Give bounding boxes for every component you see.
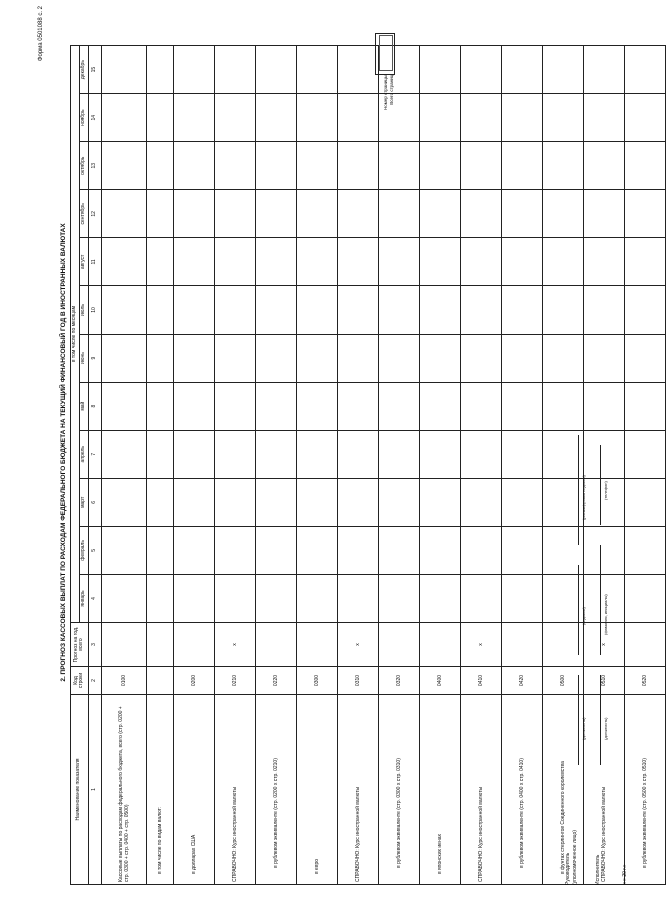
row-code: 0500 xyxy=(542,667,583,695)
month-cell[interactable] xyxy=(146,286,173,334)
month-cell[interactable] xyxy=(296,382,337,430)
page-number-box[interactable] xyxy=(375,33,395,75)
month-cell[interactable] xyxy=(501,478,542,526)
month-cell[interactable] xyxy=(624,142,665,190)
month-cell[interactable] xyxy=(542,574,583,622)
month-cell[interactable] xyxy=(214,142,255,190)
row-name: в рублевом эквиваленте (стр. 0500 х стр. 0510) xyxy=(624,695,665,885)
executor-fio-caption: (фамилия, инициалы) xyxy=(603,594,608,635)
row-name: Кассовые выплаты по расходам федерального бюджета, всего (стр. 0200 + стр. 0300 + стр. 0400 + стр. 0500) xyxy=(101,695,146,885)
row-code: 0100 xyxy=(101,667,146,695)
month-cell[interactable] xyxy=(419,286,460,334)
month-cell[interactable] xyxy=(214,286,255,334)
column-number: 10 xyxy=(88,286,101,334)
month-cell[interactable] xyxy=(337,574,378,622)
month-cell[interactable] xyxy=(296,334,337,382)
month-cell[interactable] xyxy=(296,478,337,526)
month-cell[interactable] xyxy=(214,382,255,430)
month-cell[interactable] xyxy=(255,190,296,238)
row-name: в фунтах стерлингов Соединенного королевства xyxy=(542,695,583,885)
column-number: 3 xyxy=(88,623,101,667)
month-cell[interactable] xyxy=(501,334,542,382)
month-cell[interactable] xyxy=(542,94,583,142)
month-cell[interactable] xyxy=(255,334,296,382)
forecast-cell[interactable]: х xyxy=(337,623,378,667)
header-month: июль xyxy=(79,286,88,334)
month-cell[interactable] xyxy=(337,478,378,526)
month-cell[interactable] xyxy=(214,430,255,478)
month-cell[interactable] xyxy=(337,238,378,286)
month-cell[interactable] xyxy=(542,286,583,334)
forecast-cell[interactable]: х xyxy=(583,623,624,667)
executor-phone-caption: (телефон) xyxy=(603,481,608,500)
month-cell[interactable] xyxy=(101,526,146,574)
month-cell[interactable] xyxy=(173,382,214,430)
column-number: 13 xyxy=(88,142,101,190)
month-cell[interactable] xyxy=(460,574,501,622)
month-cell[interactable] xyxy=(419,478,460,526)
month-cell[interactable] xyxy=(460,382,501,430)
month-cell[interactable] xyxy=(146,46,173,94)
month-cell[interactable] xyxy=(624,94,665,142)
month-cell[interactable] xyxy=(101,46,146,94)
month-cell[interactable] xyxy=(255,238,296,286)
column-number: 4 xyxy=(88,574,101,622)
table-row xyxy=(101,46,146,885)
row-name: в рублевом эквиваленте (стр. 0200 х стр. 0210) xyxy=(255,695,296,885)
month-cell[interactable] xyxy=(460,430,501,478)
month-cell[interactable] xyxy=(583,190,624,238)
month-cell[interactable] xyxy=(173,94,214,142)
head-decoding-line[interactable] xyxy=(578,435,579,545)
month-cell[interactable] xyxy=(255,46,296,94)
month-cell[interactable] xyxy=(173,142,214,190)
table-row xyxy=(296,46,337,885)
month-cell[interactable] xyxy=(624,526,665,574)
month-cell[interactable] xyxy=(501,382,542,430)
month-cell[interactable] xyxy=(337,142,378,190)
executor-position-caption: (должность) xyxy=(603,717,608,740)
month-cell[interactable] xyxy=(378,286,419,334)
month-cell[interactable] xyxy=(378,190,419,238)
row-code: 0400 xyxy=(419,667,460,695)
page-labels xyxy=(383,75,394,110)
month-cell[interactable] xyxy=(173,190,214,238)
row-code: 0320 xyxy=(378,667,419,695)
head-decoding-caption: (расшифровка подписи) xyxy=(581,475,586,520)
month-cell[interactable] xyxy=(419,382,460,430)
head-position-caption: (должность) xyxy=(581,717,586,740)
month-cell[interactable] xyxy=(378,334,419,382)
month-cell[interactable] xyxy=(419,430,460,478)
month-cell[interactable] xyxy=(296,526,337,574)
month-cell[interactable] xyxy=(173,430,214,478)
header-name: Наименование показателя xyxy=(71,695,89,885)
month-cell[interactable] xyxy=(542,190,583,238)
row-name: СПРАВОЧНО: Курс иностранной валюты xyxy=(214,695,255,885)
month-cell[interactable] xyxy=(296,286,337,334)
month-cell[interactable] xyxy=(337,286,378,334)
month-cell[interactable] xyxy=(173,574,214,622)
month-cell[interactable] xyxy=(542,430,583,478)
row-code xyxy=(146,667,173,695)
month-cell[interactable] xyxy=(337,46,378,94)
month-cell[interactable] xyxy=(624,46,665,94)
month-cell[interactable] xyxy=(583,334,624,382)
month-cell[interactable] xyxy=(378,430,419,478)
row-code: 0200 xyxy=(173,667,214,695)
month-cell[interactable] xyxy=(337,190,378,238)
month-cell[interactable] xyxy=(583,46,624,94)
month-cell[interactable] xyxy=(255,478,296,526)
month-cell[interactable] xyxy=(214,46,255,94)
month-cell[interactable] xyxy=(419,574,460,622)
month-cell[interactable] xyxy=(337,334,378,382)
table-row xyxy=(501,46,542,885)
month-cell[interactable] xyxy=(173,238,214,286)
month-cell[interactable] xyxy=(419,334,460,382)
month-cell[interactable] xyxy=(173,286,214,334)
month-cell[interactable] xyxy=(460,478,501,526)
month-cell[interactable] xyxy=(583,526,624,574)
month-cell[interactable] xyxy=(583,286,624,334)
month-cell[interactable] xyxy=(542,238,583,286)
table-row xyxy=(378,46,419,885)
month-cell[interactable] xyxy=(583,238,624,286)
row-name: в рублевом эквиваленте (стр. 0400 х стр. 0410) xyxy=(501,695,542,885)
column-number: 1 xyxy=(88,695,101,885)
column-number: 7 xyxy=(88,430,101,478)
month-cell[interactable] xyxy=(501,142,542,190)
forecast-cell[interactable] xyxy=(378,623,419,667)
header-month: февраль xyxy=(79,526,88,574)
month-cell[interactable] xyxy=(378,574,419,622)
total-pages-label: Всего страниц xyxy=(388,74,394,105)
month-cell[interactable] xyxy=(501,190,542,238)
month-cell[interactable] xyxy=(460,526,501,574)
month-cell[interactable] xyxy=(460,142,501,190)
month-cell[interactable] xyxy=(378,238,419,286)
header-forecast: Прогноз на год, всего xyxy=(71,623,89,667)
row-code: 0410 xyxy=(460,667,501,695)
month-cell[interactable] xyxy=(624,286,665,334)
row-name: в том числе по видам валют: xyxy=(146,695,173,885)
month-cell[interactable] xyxy=(101,94,146,142)
month-cell[interactable] xyxy=(460,286,501,334)
head-signature-line[interactable] xyxy=(578,565,579,655)
head-sublabel: (уполномоченное лицо) xyxy=(572,830,578,885)
month-cell[interactable] xyxy=(146,238,173,286)
month-cell[interactable] xyxy=(624,190,665,238)
month-cell[interactable] xyxy=(419,238,460,286)
row-code: 0300 xyxy=(296,667,337,695)
month-cell[interactable] xyxy=(255,430,296,478)
forecast-cell[interactable] xyxy=(255,623,296,667)
forecast-cell[interactable] xyxy=(296,623,337,667)
month-cell[interactable] xyxy=(337,94,378,142)
month-cell[interactable] xyxy=(337,526,378,574)
month-cell[interactable] xyxy=(101,238,146,286)
month-cell[interactable] xyxy=(101,430,146,478)
header-month: октябрь xyxy=(79,142,88,190)
month-cell[interactable] xyxy=(583,382,624,430)
column-number: 14 xyxy=(88,94,101,142)
page-number-field[interactable] xyxy=(379,35,393,71)
row-name: в рублевом эквиваленте (стр. 0300 х стр. 0310) xyxy=(378,695,419,885)
column-number: 5 xyxy=(88,526,101,574)
row-code: 0510 xyxy=(583,667,624,695)
header-month: август xyxy=(79,238,88,286)
month-cell[interactable] xyxy=(296,574,337,622)
month-cell[interactable] xyxy=(378,478,419,526)
month-cell[interactable] xyxy=(255,94,296,142)
row-name: в долларах США xyxy=(173,695,214,885)
column-number: 9 xyxy=(88,334,101,382)
executor-phone-line[interactable] xyxy=(600,445,601,525)
month-cell[interactable] xyxy=(624,238,665,286)
forecast-cell[interactable]: х xyxy=(214,623,255,667)
forecast-cell[interactable] xyxy=(419,623,460,667)
table-row xyxy=(255,46,296,885)
executor-fio-line[interactable] xyxy=(600,545,601,655)
month-cell[interactable] xyxy=(255,286,296,334)
month-cell[interactable] xyxy=(378,526,419,574)
month-cell[interactable] xyxy=(583,430,624,478)
month-cell[interactable] xyxy=(255,526,296,574)
month-cell[interactable] xyxy=(419,526,460,574)
month-cell[interactable] xyxy=(173,478,214,526)
month-cell[interactable] xyxy=(460,334,501,382)
table-row xyxy=(542,46,583,885)
month-cell[interactable] xyxy=(146,526,173,574)
table-row xyxy=(624,46,665,885)
table-row xyxy=(146,46,173,885)
month-cell[interactable] xyxy=(214,574,255,622)
header-month: сентябрь xyxy=(79,190,88,238)
month-cell[interactable] xyxy=(146,574,173,622)
page-number-label: Номер страницы xyxy=(383,74,388,110)
month-cell[interactable] xyxy=(624,430,665,478)
header-month: апрель xyxy=(79,430,88,478)
month-cell[interactable] xyxy=(542,478,583,526)
month-cell[interactable] xyxy=(296,430,337,478)
month-cell[interactable] xyxy=(101,286,146,334)
table-row xyxy=(173,46,214,885)
column-number: 6 xyxy=(88,478,101,526)
month-cell[interactable] xyxy=(624,478,665,526)
forecast-cell[interactable] xyxy=(173,623,214,667)
month-cell[interactable] xyxy=(542,526,583,574)
header-month: декабрь xyxy=(79,46,88,94)
forecast-table xyxy=(70,45,666,885)
column-number: 8 xyxy=(88,382,101,430)
month-cell[interactable] xyxy=(146,190,173,238)
column-number: 15 xyxy=(88,46,101,94)
table-title: 2. ПРОГНОЗ КАССОВЫХ ВЫПЛАТ ПО РАСХОДАМ ФЕДЕРАЛЬНОГО БЮДЖЕТА НА ТЕКУЩИЙ ФИНАНСОВЫЙ ГОД В ИНОСТРАННЫХ ВАЛЮТАХ xyxy=(60,223,67,682)
month-cell[interactable] xyxy=(460,46,501,94)
month-cell[interactable] xyxy=(146,430,173,478)
month-cell[interactable] xyxy=(214,526,255,574)
month-cell[interactable] xyxy=(460,190,501,238)
month-cell[interactable] xyxy=(501,526,542,574)
table-row xyxy=(583,46,624,885)
month-cell[interactable] xyxy=(146,142,173,190)
month-cell[interactable] xyxy=(583,142,624,190)
month-cell[interactable] xyxy=(296,190,337,238)
forecast-cell[interactable] xyxy=(542,623,583,667)
row-code: 0420 xyxy=(501,667,542,695)
month-cell[interactable] xyxy=(173,526,214,574)
row-code: 0520 xyxy=(624,667,665,695)
month-cell[interactable] xyxy=(146,334,173,382)
month-cell[interactable] xyxy=(173,46,214,94)
header-month: май xyxy=(79,382,88,430)
row-code: 0220 xyxy=(255,667,296,695)
month-cell[interactable] xyxy=(624,334,665,382)
header-month: ноябрь xyxy=(79,94,88,142)
month-cell[interactable] xyxy=(337,430,378,478)
month-cell[interactable] xyxy=(296,46,337,94)
month-cell[interactable] xyxy=(542,382,583,430)
month-cell[interactable] xyxy=(146,478,173,526)
month-cell[interactable] xyxy=(542,334,583,382)
month-cell[interactable] xyxy=(542,46,583,94)
month-cell[interactable] xyxy=(419,142,460,190)
month-cell[interactable] xyxy=(296,94,337,142)
month-cell[interactable] xyxy=(214,478,255,526)
header-month: январь xyxy=(79,574,88,622)
executor-label: Исполнитель xyxy=(595,854,601,885)
month-cell[interactable] xyxy=(378,382,419,430)
row-name: в японских иенах xyxy=(419,695,460,885)
month-cell[interactable] xyxy=(214,238,255,286)
month-cell[interactable] xyxy=(101,574,146,622)
month-cell[interactable] xyxy=(296,142,337,190)
month-cell[interactable] xyxy=(101,334,146,382)
month-cell[interactable] xyxy=(460,94,501,142)
header-month: март xyxy=(79,478,88,526)
month-cell[interactable] xyxy=(337,382,378,430)
month-cell[interactable] xyxy=(296,238,337,286)
executor-position-line[interactable] xyxy=(600,675,601,765)
month-cell[interactable] xyxy=(214,94,255,142)
month-cell[interactable] xyxy=(255,382,296,430)
month-cell[interactable] xyxy=(255,142,296,190)
forecast-cell[interactable] xyxy=(624,623,665,667)
month-cell[interactable] xyxy=(146,382,173,430)
month-cell[interactable] xyxy=(255,574,296,622)
month-cell[interactable] xyxy=(419,190,460,238)
month-cell[interactable] xyxy=(419,46,460,94)
head-label: Руководитель xyxy=(565,852,571,885)
forecast-cell[interactable]: х xyxy=(460,623,501,667)
date-line[interactable]: « » 20 г.» xyxy=(622,864,628,885)
header-by-months: в том числе по месяцам xyxy=(71,46,80,623)
row-name: СПРАВОЧНО: Курс иностранной валюты xyxy=(337,695,378,885)
month-cell[interactable] xyxy=(501,238,542,286)
month-cell[interactable] xyxy=(501,286,542,334)
month-cell[interactable] xyxy=(624,382,665,430)
month-cell[interactable] xyxy=(501,574,542,622)
month-cell[interactable] xyxy=(214,190,255,238)
column-number: 11 xyxy=(88,238,101,286)
row-code: 0310 xyxy=(337,667,378,695)
month-cell[interactable] xyxy=(419,94,460,142)
month-cell[interactable] xyxy=(101,142,146,190)
form-code: Форма 0501088 с. 2 xyxy=(38,6,44,62)
month-cell[interactable] xyxy=(501,46,542,94)
forecast-cell[interactable] xyxy=(101,623,146,667)
row-code: 0210 xyxy=(214,667,255,695)
table-row xyxy=(214,46,255,885)
column-number: 12 xyxy=(88,190,101,238)
month-cell[interactable] xyxy=(501,430,542,478)
forecast-cell[interactable] xyxy=(146,623,173,667)
header-code: Код строки xyxy=(71,667,89,695)
month-cell[interactable] xyxy=(101,478,146,526)
column-number: 2 xyxy=(88,667,101,695)
table-row xyxy=(460,46,501,885)
month-cell[interactable] xyxy=(146,94,173,142)
table-row xyxy=(337,46,378,885)
head-signature-caption: (подпись) xyxy=(581,607,586,625)
forecast-cell[interactable] xyxy=(501,623,542,667)
month-cell[interactable] xyxy=(101,382,146,430)
month-cell[interactable] xyxy=(460,238,501,286)
month-cell[interactable] xyxy=(501,94,542,142)
month-cell[interactable] xyxy=(173,334,214,382)
row-name: СПРАВОЧНО: Курс иностранной валюты xyxy=(460,695,501,885)
header-month: июнь xyxy=(79,334,88,382)
month-cell[interactable] xyxy=(542,142,583,190)
month-cell[interactable] xyxy=(378,142,419,190)
row-name: СПРАВОЧНО: Курс иностранной валюты xyxy=(583,695,624,885)
month-cell[interactable] xyxy=(624,574,665,622)
table-row xyxy=(419,46,460,885)
head-position-line[interactable] xyxy=(578,675,579,765)
month-cell[interactable] xyxy=(101,190,146,238)
row-name: в евро xyxy=(296,695,337,885)
month-cell[interactable] xyxy=(583,94,624,142)
month-cell[interactable] xyxy=(214,334,255,382)
